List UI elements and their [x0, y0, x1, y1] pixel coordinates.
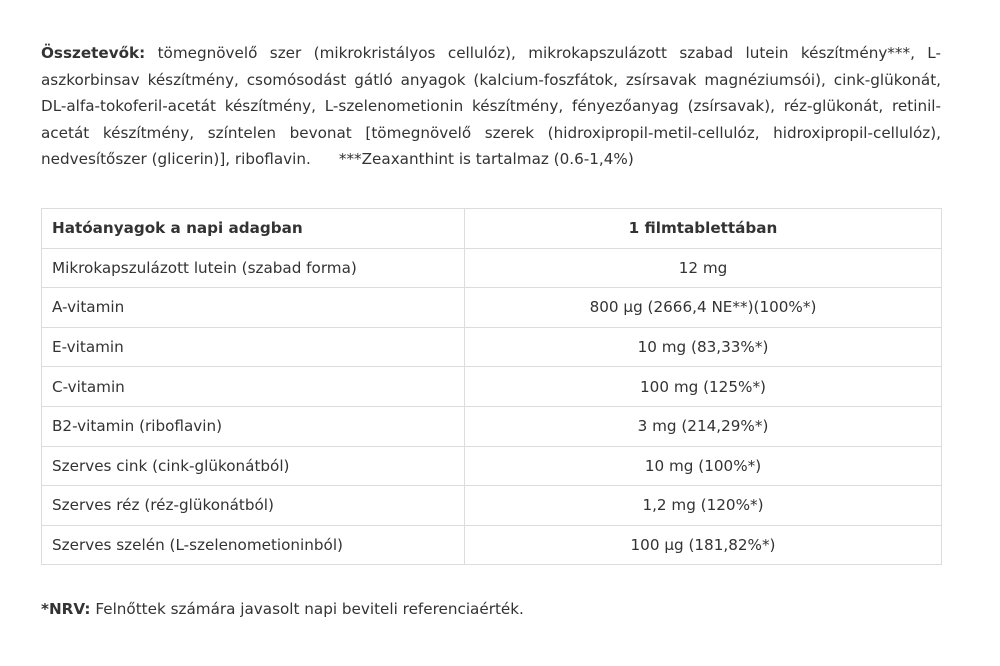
nrv-text: Felnőttek számára javasolt napi beviteli referenciaérték. [90, 600, 524, 618]
table-row [42, 248, 942, 288]
row-name-vitamin-b2: B2-vitamin (riboflavin) [42, 406, 465, 446]
active-ingredients-table [41, 208, 942, 565]
row-value-vitamin-a: 800 µg (2666,4 NE**)(100%*) [465, 288, 942, 328]
table-row [42, 446, 942, 486]
table-row [42, 406, 942, 446]
row-value-selenium: 100 µg (181,82%*) [465, 525, 942, 565]
ingredients-label: Összetevők: [41, 44, 146, 62]
table-row [42, 367, 942, 407]
table-row [42, 288, 942, 328]
row-name-lutein: Mikrokapszulázott lutein (szabad forma) [42, 248, 465, 288]
row-value-vitamin-e: 10 mg (83,33%*) [465, 327, 942, 367]
ingredients-paragraph [41, 40, 941, 173]
header-active-ingredients: Hatóanyagok a napi adagban [42, 209, 465, 249]
row-value-vitamin-c: 100 mg (125%*) [465, 367, 942, 407]
nrv-label: *NRV: [41, 600, 91, 618]
row-name-selenium: Szerves szelén (L-szelenometioninból) [42, 525, 465, 565]
row-name-zinc: Szerves cink (cink-glükonátból) [42, 446, 465, 486]
row-value-vitamin-b2: 3 mg (214,29%*) [465, 406, 942, 446]
zeaxanthin-footnote: ***Zeaxanthint is tartalmaz (0.6-1,4%) [338, 150, 634, 168]
ingredients-text: tömegnövelő szer (mikrokristályos cellulóz), mikrokapszulázott szabad lutein készítmény***, L-aszkorbinsav készítmény, csomósodást gátló anyagok (kalcium-foszfátok, zsírsavak magnéziumsói), cink-glükonát, DL-alfa-tokoferil-acetát készítmény, L-szelenometionin készítmény, fényezőanyag (zsírsavak), réz-glükonát, retinil-acetát készítmény, színtelen bevonat [tömegnövelő szerek (hidroxipropil-metil-cellulóz, hidroxipropil-cellulóz), nedvesítőszer (glicerin)], riboflavin. [41, 44, 941, 168]
table-header-row [42, 209, 942, 249]
row-name-vitamin-a: A-vitamin [42, 288, 465, 328]
table-row [42, 525, 942, 565]
row-name-vitamin-e: E-vitamin [42, 327, 465, 367]
row-name-copper: Szerves réz (réz-glükonátból) [42, 486, 465, 526]
row-name-vitamin-c: C-vitamin [42, 367, 465, 407]
row-value-zinc: 10 mg (100%*) [465, 446, 942, 486]
table-row [42, 486, 942, 526]
table-row [42, 327, 942, 367]
row-value-lutein: 12 mg [465, 248, 942, 288]
nrv-footnote [41, 596, 524, 622]
header-per-tablet: 1 filmtablettában [465, 209, 942, 249]
row-value-copper: 1,2 mg (120%*) [465, 486, 942, 526]
